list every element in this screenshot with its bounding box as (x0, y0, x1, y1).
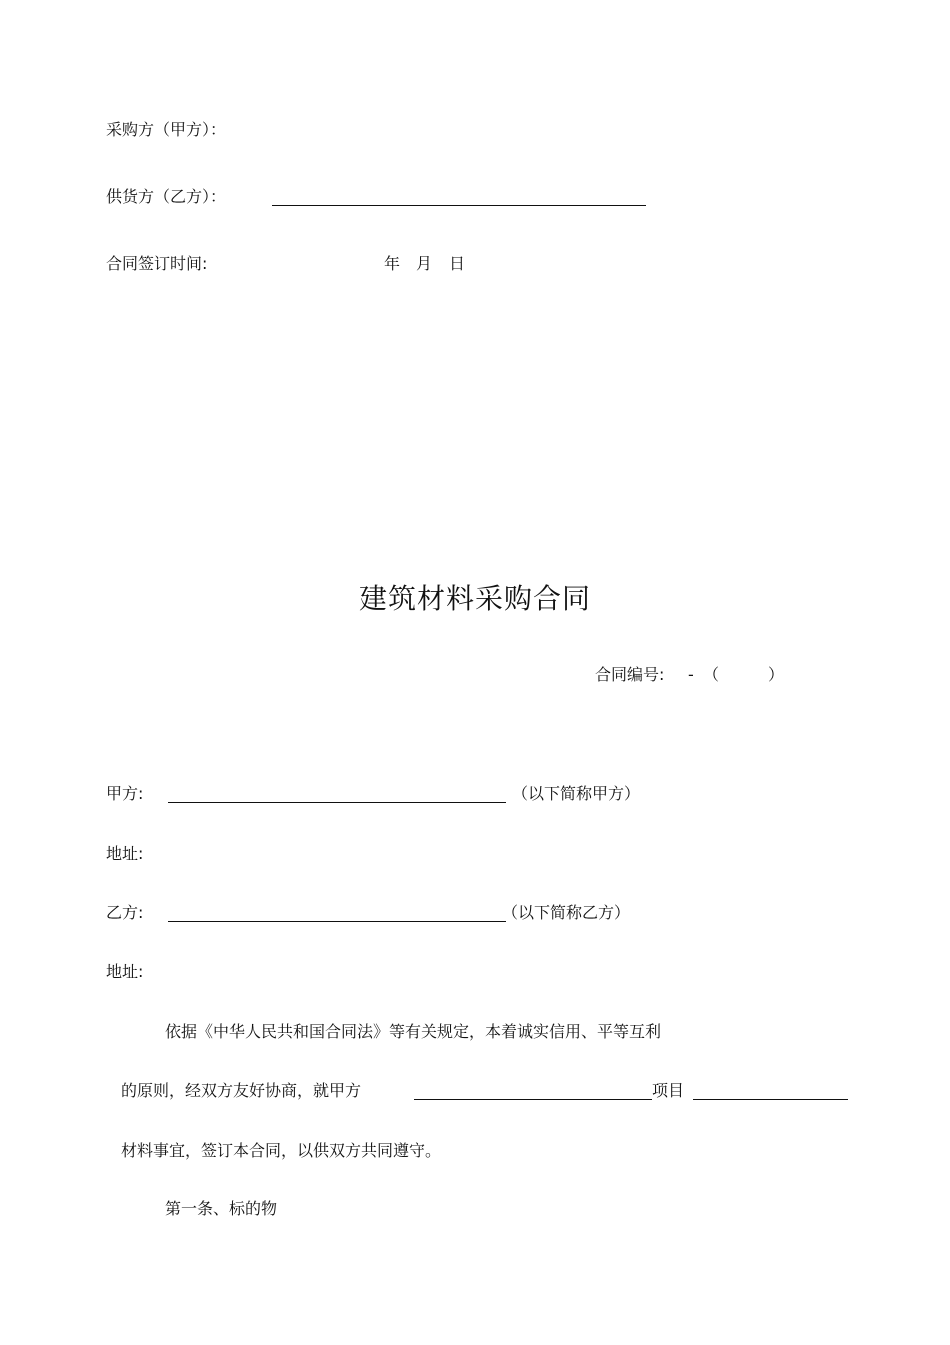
party-a-label: 甲方: (106, 784, 144, 803)
article-1-heading: 第一条、标的物 (165, 1199, 278, 1218)
paragraph-1-line-2: 的原则，经双方友好协商，就甲方 (121, 1081, 362, 1100)
party-a-suffix: （以下简称甲方） (512, 784, 641, 803)
contract-number-paren-open: （ (703, 665, 720, 684)
address-a-label: 地址: (106, 844, 144, 863)
sign-date-year: 年 (384, 254, 401, 273)
contract-number-paren-close: ） (768, 665, 785, 684)
party-a-blank-line (168, 802, 506, 803)
sign-date-label: 合同签订时间: (106, 254, 208, 273)
contract-number-dash: - (688, 665, 694, 684)
project-blank-line (414, 1099, 652, 1100)
party-b-blank-line (168, 921, 506, 922)
paragraph-1-line-3: 材料事宜，签订本合同，以供双方共同遵守。 (121, 1141, 442, 1160)
party-b-label: 乙方: (106, 903, 144, 922)
supplier-blank-line (272, 205, 646, 206)
address-b-label: 地址: (106, 962, 144, 981)
supplier-label: 供货方（乙方）： (106, 187, 227, 206)
buyer-label: 采购方（甲方）： (106, 120, 227, 139)
project-label: 项目 (652, 1081, 685, 1100)
paragraph-1-line-1: 依据《中华人民共和国合同法》等有关规定，本着诚实信用、平等互利 (165, 1022, 662, 1041)
material-blank-line (693, 1099, 848, 1100)
sign-date-day: 日 (449, 254, 466, 273)
contract-number-label: 合同编号: (595, 665, 665, 684)
party-b-suffix: （以下简称乙方） (502, 903, 631, 922)
contract-title: 建筑材料采购合同 (358, 582, 591, 615)
sign-date-month: 月 (416, 254, 433, 273)
